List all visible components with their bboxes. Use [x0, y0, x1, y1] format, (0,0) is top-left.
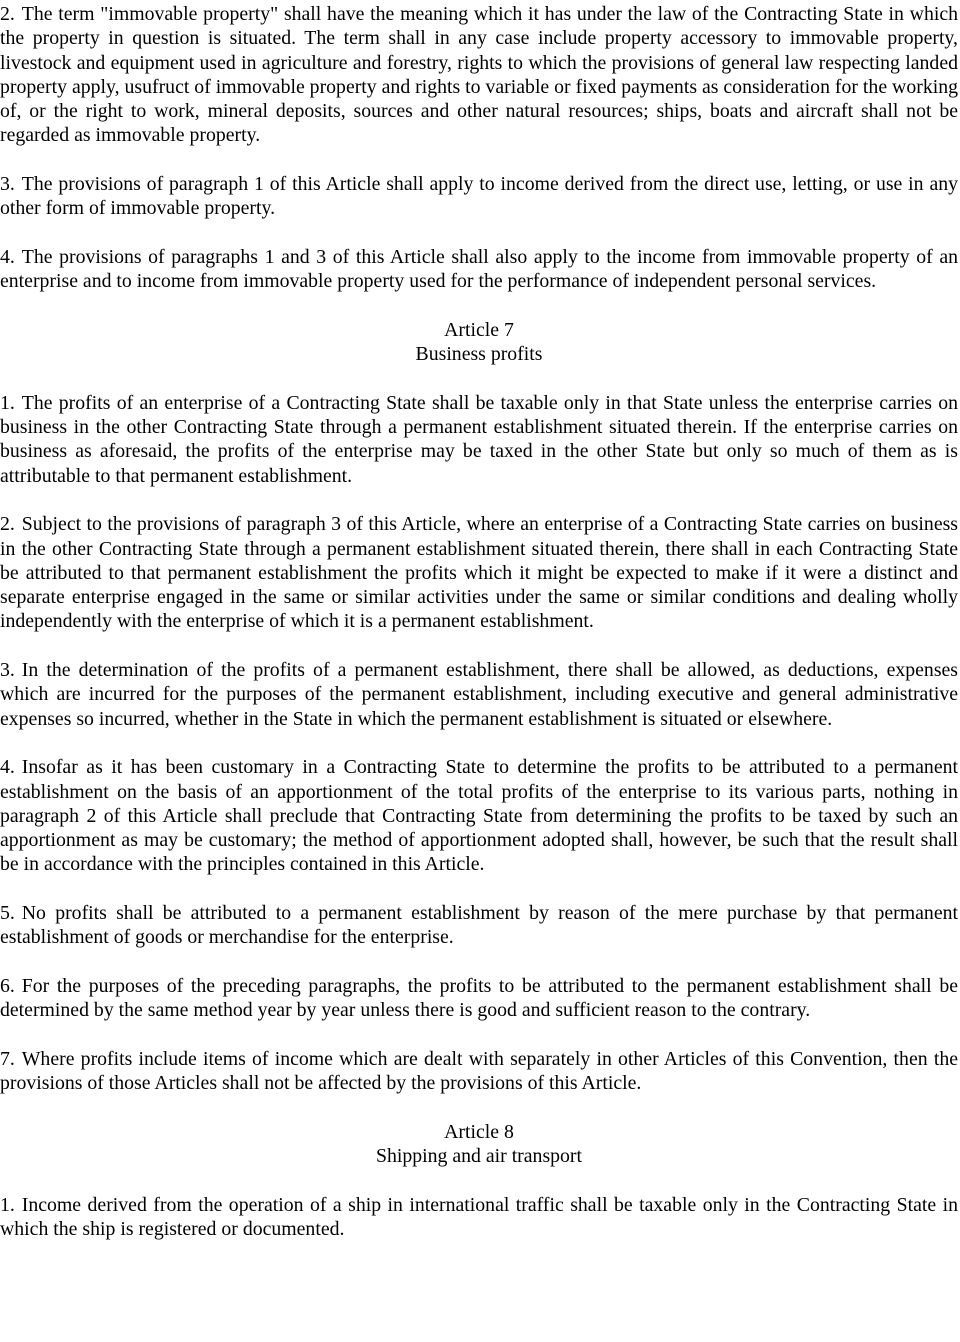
paragraph-text: Subject to the provisions of paragraph 3 of this Article, where an enterprise of a Contracting State carries on business in the other Contracting State through a permanent establishment situated therein, there shall in each Contracting State be attributed to that permanent establishment the profits which it might be expected to make if it were a distinct and separate enterprise engaged in the same or similar activities under the same or similar conditions and dealing wholly independently with the enterprise of which it is a permanent establishment. [0, 513, 958, 633]
article7-heading [0, 318, 958, 367]
paragraph-number: 2. [0, 513, 15, 536]
paragraph-number: 1. [0, 391, 15, 414]
paragraph-text: The provisions of paragraph 1 of this Article shall apply to income derived from the direct use, letting, or use in any other form of immovable property. [0, 173, 958, 220]
paragraph-number: 2. [0, 3, 15, 25]
paragraph-text: In the determination of the profits of a permanent establishment, there shall be allowed, as deductions, expenses which are incurred for the purposes of the permanent establishment, including executive and general administrative expenses so incurred, whether in the State in which the permanent establishment is situated or elsewhere. [0, 659, 958, 730]
article7-title: Article 7 [444, 318, 514, 341]
paragraph-number: 5. [0, 901, 15, 924]
paragraph-text: The profits of an enterprise of a Contracting State shall be taxable only in that State unless the enterprise carries on business in the other Contracting State through a permanent establishment situated therein. If the enterprise carries on business as aforesaid, the profits of the enterprise may be taxed in the other State but only so much of them as is attributable to that permanent establishment. [0, 391, 958, 487]
paragraph-number: 4. [0, 245, 15, 268]
article8-subtitle: Shipping and air transport [375, 1144, 583, 1167]
article6-paragraph-4 [0, 245, 958, 294]
paragraph-text: The provisions of paragraphs 1 and 3 of this Article shall also apply to the income from immovable property of an enterprise and to income from immovable property used for the performance of independent personal services. [0, 245, 958, 293]
paragraph-text: Insofar as it has been customary in a Contracting State to determine the profits to be attributed to a permanent establishment on the basis of an apportionment of the total profits of the enterprise to its various parts, nothing in paragraph 2 of this Article shall preclude that Contracting State from determining the profits to be taxed by such an apportionment as may be customary; the method of apportionment adopted shall, however, be such that the result shall be in accordance with the principles contained in this Article. [0, 756, 958, 876]
paragraph-text: For the purposes of the preceding paragraphs, the profits to be attributed to the permanent establishment shall be determined by the same method year by year unless there is good and sufficient reason to the contrary. [0, 974, 958, 1022]
article8-title: Article 8 [444, 1120, 514, 1143]
article7-paragraph-7 [0, 1047, 958, 1096]
article8-paragraph-1 [0, 1193, 958, 1242]
article7-paragraph-6 [0, 974, 958, 1023]
article7-subtitle: Business profits [415, 343, 543, 366]
paragraph-text: No profits shall be attributed to a permanent establishment by reason of the mere purchase by that permanent establishment of goods or merchandise for the enterprise. [0, 901, 958, 949]
article8-heading [0, 1120, 958, 1169]
paragraph-number: 6. [0, 974, 15, 997]
paragraph-text: Income derived from the operation of a ship in international traffic shall be taxable only in the Contracting State in which the ship is registered or documented. [0, 1193, 958, 1240]
paragraph-number: 1. [0, 1193, 15, 1216]
paragraph-text: The term "immovable property" shall have the meaning which it has under the law of the Contracting State in which the property in question is situated. The term shall in any case include property accessory to immovable property, livestock and equipment used in agriculture and forestry, rights to which the provisions of general law respecting landed property apply, usufruct of immovable property and rights to variable or fixed payments as consideration for the working of, or the right to work, mineral deposits, sources and other natural resources; ships, boats and aircraft shall not be regarded as immovable property. [0, 3, 958, 147]
paragraph-text: Where profits include items of income which are dealt with separately in other Articles of this Convention, then the provisions of those Articles shall not be affected by the provisions of this Article. [0, 1047, 958, 1095]
paragraph-number: 3. [0, 173, 15, 196]
paragraph-number: 4. [0, 756, 15, 779]
article6-paragraph-3 [0, 172, 958, 221]
article7-paragraph-5 [0, 901, 958, 950]
paragraph-number: 3. [0, 659, 15, 682]
article6-paragraph-2 [0, 2, 958, 148]
article7-paragraph-1 [0, 391, 958, 488]
article7-paragraph-3 [0, 658, 958, 731]
article7-paragraph-2 [0, 512, 958, 633]
paragraph-number: 7. [0, 1047, 15, 1070]
article7-paragraph-4 [0, 755, 958, 876]
